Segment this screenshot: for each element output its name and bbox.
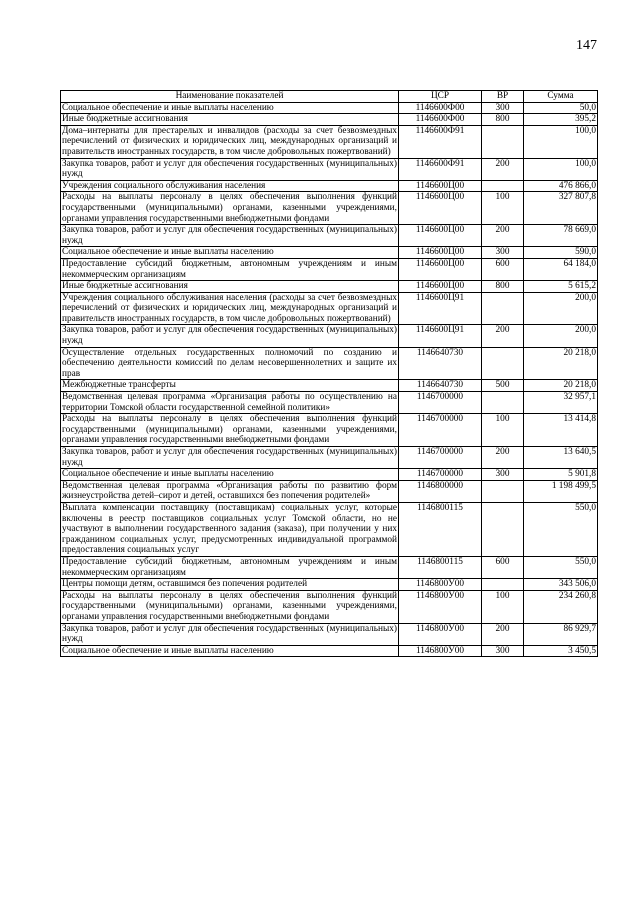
cell-name: Закупка товаров, работ и услуг для обеспечения государственных (муниципальных) нужд (62, 447, 397, 468)
cell-vr: 800 (482, 114, 524, 126)
cell-vr: 200 (482, 623, 524, 645)
cell-vr: 100 (482, 192, 524, 225)
cell-sum: 64 184,0 (524, 258, 598, 280)
budget-table (60, 90, 598, 657)
cell-csr: 1146600Ф00 (399, 114, 482, 126)
header-vr: ВР (482, 91, 524, 103)
cell-vr: 100 (482, 414, 524, 447)
table-row (61, 125, 598, 158)
cell-vr: 300 (482, 645, 524, 657)
cell-vr: 200 (482, 158, 524, 180)
cell-sum: 343 506,0 (524, 579, 598, 591)
cell-csr: 1146600Ц00 (399, 247, 482, 259)
table-row (61, 469, 598, 481)
cell-vr: 300 (482, 247, 524, 259)
cell-csr: 1146600Ц00 (399, 258, 482, 280)
cell-csr: 1146700000 (399, 414, 482, 447)
header-sum: Сумма (524, 91, 598, 103)
cell-vr: 200 (482, 447, 524, 469)
table-row (61, 414, 598, 447)
cell-sum: 200,0 (524, 292, 598, 325)
cell-csr: 1146700000 (399, 392, 482, 414)
cell-name: Иные бюджетные ассигнования (61, 114, 399, 126)
cell-csr: 1146800У00 (399, 623, 482, 645)
cell-sum: 327 807,8 (524, 192, 598, 225)
cell-vr (482, 347, 524, 380)
cell-csr: 1146800У00 (399, 579, 482, 591)
cell-csr: 1146600Ц00 (399, 281, 482, 293)
cell-csr: 1146600Ц00 (399, 180, 482, 192)
cell-sum: 590,0 (524, 247, 598, 259)
cell-vr (482, 392, 524, 414)
table-row (61, 192, 598, 225)
table-row (61, 325, 598, 347)
cell-vr (482, 125, 524, 158)
cell-sum: 32 957,1 (524, 392, 598, 414)
cell-vr: 200 (482, 325, 524, 347)
cell-vr: 300 (482, 102, 524, 114)
cell-vr: 200 (482, 225, 524, 247)
cell-sum: 550,0 (524, 502, 598, 556)
cell-name: Предоставление субсидий бюджетным, автономным учреждениям и иным некоммерческим организациям (62, 258, 397, 280)
cell-csr: 1146800У00 (399, 645, 482, 657)
cell-csr: 1146600Ц91 (399, 325, 482, 347)
cell-sum: 20 218,0 (524, 347, 598, 380)
table-row (61, 114, 598, 126)
cell-csr: 1146700000 (399, 469, 482, 481)
table-row (61, 645, 598, 657)
table-row (61, 292, 598, 325)
cell-name: Выплата компенсации поставщику (поставщикам) социальных услуг, которые включены в реестр поставщиков социальных услуг Томской области, но не участвуют в выполнении государственного задания (заказа), при получении у них гражданином социальных услуг, предусмотренных индивидуальной программой предоставления социальных услуг (62, 502, 397, 556)
cell-csr: 1146800000 (399, 480, 482, 502)
cell-csr: 1146600Ц00 (399, 192, 482, 225)
cell-name: Осуществление отдельных государственных полномочий по созданию и обеспечению деятельности комиссий по делам несовершеннолетних и защите их прав (62, 347, 397, 379)
cell-name: Предоставление субсидий бюджетным, автономным учреждениям и иным некоммерческим организациям (62, 556, 397, 578)
cell-csr: 1146600Ф91 (399, 158, 482, 180)
cell-sum: 476 866,0 (524, 180, 598, 192)
cell-csr: 1146800У00 (399, 590, 482, 623)
header-name: Наименование показателей (61, 91, 399, 103)
cell-sum: 395,2 (524, 114, 598, 126)
cell-csr: 1146800115 (399, 556, 482, 578)
cell-vr: 500 (482, 380, 524, 392)
cell-sum: 550,0 (524, 556, 598, 578)
table-row (61, 380, 598, 392)
cell-csr: 1146640730 (399, 380, 482, 392)
table-row (61, 158, 598, 180)
cell-csr: 1146640730 (399, 347, 482, 380)
table-row (61, 480, 598, 502)
cell-sum: 3 450,5 (524, 645, 598, 657)
cell-name: Закупка товаров, работ и услуг для обеспечения государственных (муниципальных) нужд (62, 623, 397, 645)
page-number: 147 (576, 38, 597, 53)
cell-sum: 13 640,5 (524, 447, 598, 469)
cell-sum: 86 929,7 (524, 623, 598, 645)
cell-vr: 600 (482, 556, 524, 578)
cell-name: Дома–интернаты для престарелых и инвалидов (расходы за счет безвозмездных перечислений от физических и юридических лиц, международных организаций и правительств иностранных государств, в том числе добровольных пожертвований) (62, 125, 397, 157)
table-row (61, 447, 598, 469)
table-row (61, 180, 598, 192)
cell-name: Учреждения социального обслуживания населения (61, 180, 399, 192)
table-row (61, 590, 598, 623)
cell-name: Иные бюджетные ассигнования (61, 281, 399, 293)
cell-csr: 1146800115 (399, 502, 482, 556)
table-row (61, 392, 598, 414)
cell-sum: 100,0 (524, 125, 598, 158)
cell-sum: 5 615,2 (524, 281, 598, 293)
cell-name: Социальное обеспечение и иные выплаты населению (61, 102, 399, 114)
cell-vr: 300 (482, 469, 524, 481)
cell-csr: 1146600Ф91 (399, 125, 482, 158)
table-row (61, 579, 598, 591)
cell-name: Расходы на выплаты персоналу в целях обеспечения выполнения функций государственными (муниципальными) органами, казенными учреждениями, органами управления государственными внебюджетными фондами (62, 414, 397, 446)
cell-name: Расходы на выплаты персоналу в целях обеспечения выполнения функций государственными (муниципальными) органами, казенными учреждениями, органами управления государственными внебюджетными фондами (62, 192, 397, 224)
cell-name: Центры помощи детям, оставшимся без попечения родителей (61, 579, 399, 591)
cell-vr (482, 502, 524, 556)
cell-csr: 1146600Ц91 (399, 292, 482, 325)
cell-name: Социальное обеспечение и иные выплаты населению (61, 247, 399, 259)
cell-sum: 78 669,0 (524, 225, 598, 247)
cell-name: Учреждения социального обслуживания населения (расходы за счет безвозмездных перечислений от физических и юридических лиц, международных организаций и правительств иностранных государств, в том числе добровольных пожертвований) (62, 292, 397, 324)
cell-csr: 1146600Ф00 (399, 102, 482, 114)
cell-name: Закупка товаров, работ и услуг для обеспечения государственных (муниципальных) нужд (62, 158, 397, 180)
header-csr: ЦСР (399, 91, 482, 103)
cell-vr (482, 292, 524, 325)
cell-sum: 100,0 (524, 158, 598, 180)
table-row (61, 225, 598, 247)
cell-sum: 200,0 (524, 325, 598, 347)
cell-vr: 800 (482, 281, 524, 293)
cell-name: Расходы на выплаты персоналу в целях обеспечения выполнения функций государственными (муниципальными) органами, казенными учреждениями, органами управления государственными внебюджетными фондами (62, 590, 397, 622)
cell-sum: 13 414,8 (524, 414, 598, 447)
table-row (61, 281, 598, 293)
cell-name: Социальное обеспечение и иные выплаты населению (61, 645, 399, 657)
cell-name: Ведомственная целевая программа «Организация работы по осуществлению на территории Томской области государственной семейной политики» (62, 392, 397, 413)
cell-vr: 600 (482, 258, 524, 280)
cell-vr (482, 579, 524, 591)
cell-sum: 1 198 499,5 (524, 480, 598, 502)
cell-sum: 234 260,8 (524, 590, 598, 623)
cell-csr: 1146700000 (399, 447, 482, 469)
table-row (61, 102, 598, 114)
cell-vr (482, 180, 524, 192)
table-row (61, 502, 598, 556)
cell-name: Закупка товаров, работ и услуг для обеспечения государственных (муниципальных) нужд (62, 325, 397, 347)
cell-vr: 100 (482, 590, 524, 623)
cell-csr: 1146600Ц00 (399, 225, 482, 247)
table-row (61, 347, 598, 380)
table-row (61, 247, 598, 259)
cell-name: Закупка товаров, работ и услуг для обеспечения государственных (муниципальных) нужд (62, 225, 397, 246)
table-row (61, 258, 598, 280)
cell-sum: 5 901,8 (524, 469, 598, 481)
table-row (61, 623, 598, 645)
table-row (61, 556, 598, 578)
table-header-row (61, 91, 598, 103)
cell-name: Социальное обеспечение и иные выплаты населению (61, 469, 399, 481)
cell-name: Ведомственная целевая программа «Организация работы по развитию форм жизнеустройства детей–сирот и детей, оставшихся без попечения родителей» (62, 480, 397, 502)
cell-sum: 20 218,0 (524, 380, 598, 392)
cell-name: Межбюджетные трансферты (61, 380, 399, 392)
cell-vr (482, 480, 524, 502)
cell-sum: 50,0 (524, 102, 598, 114)
